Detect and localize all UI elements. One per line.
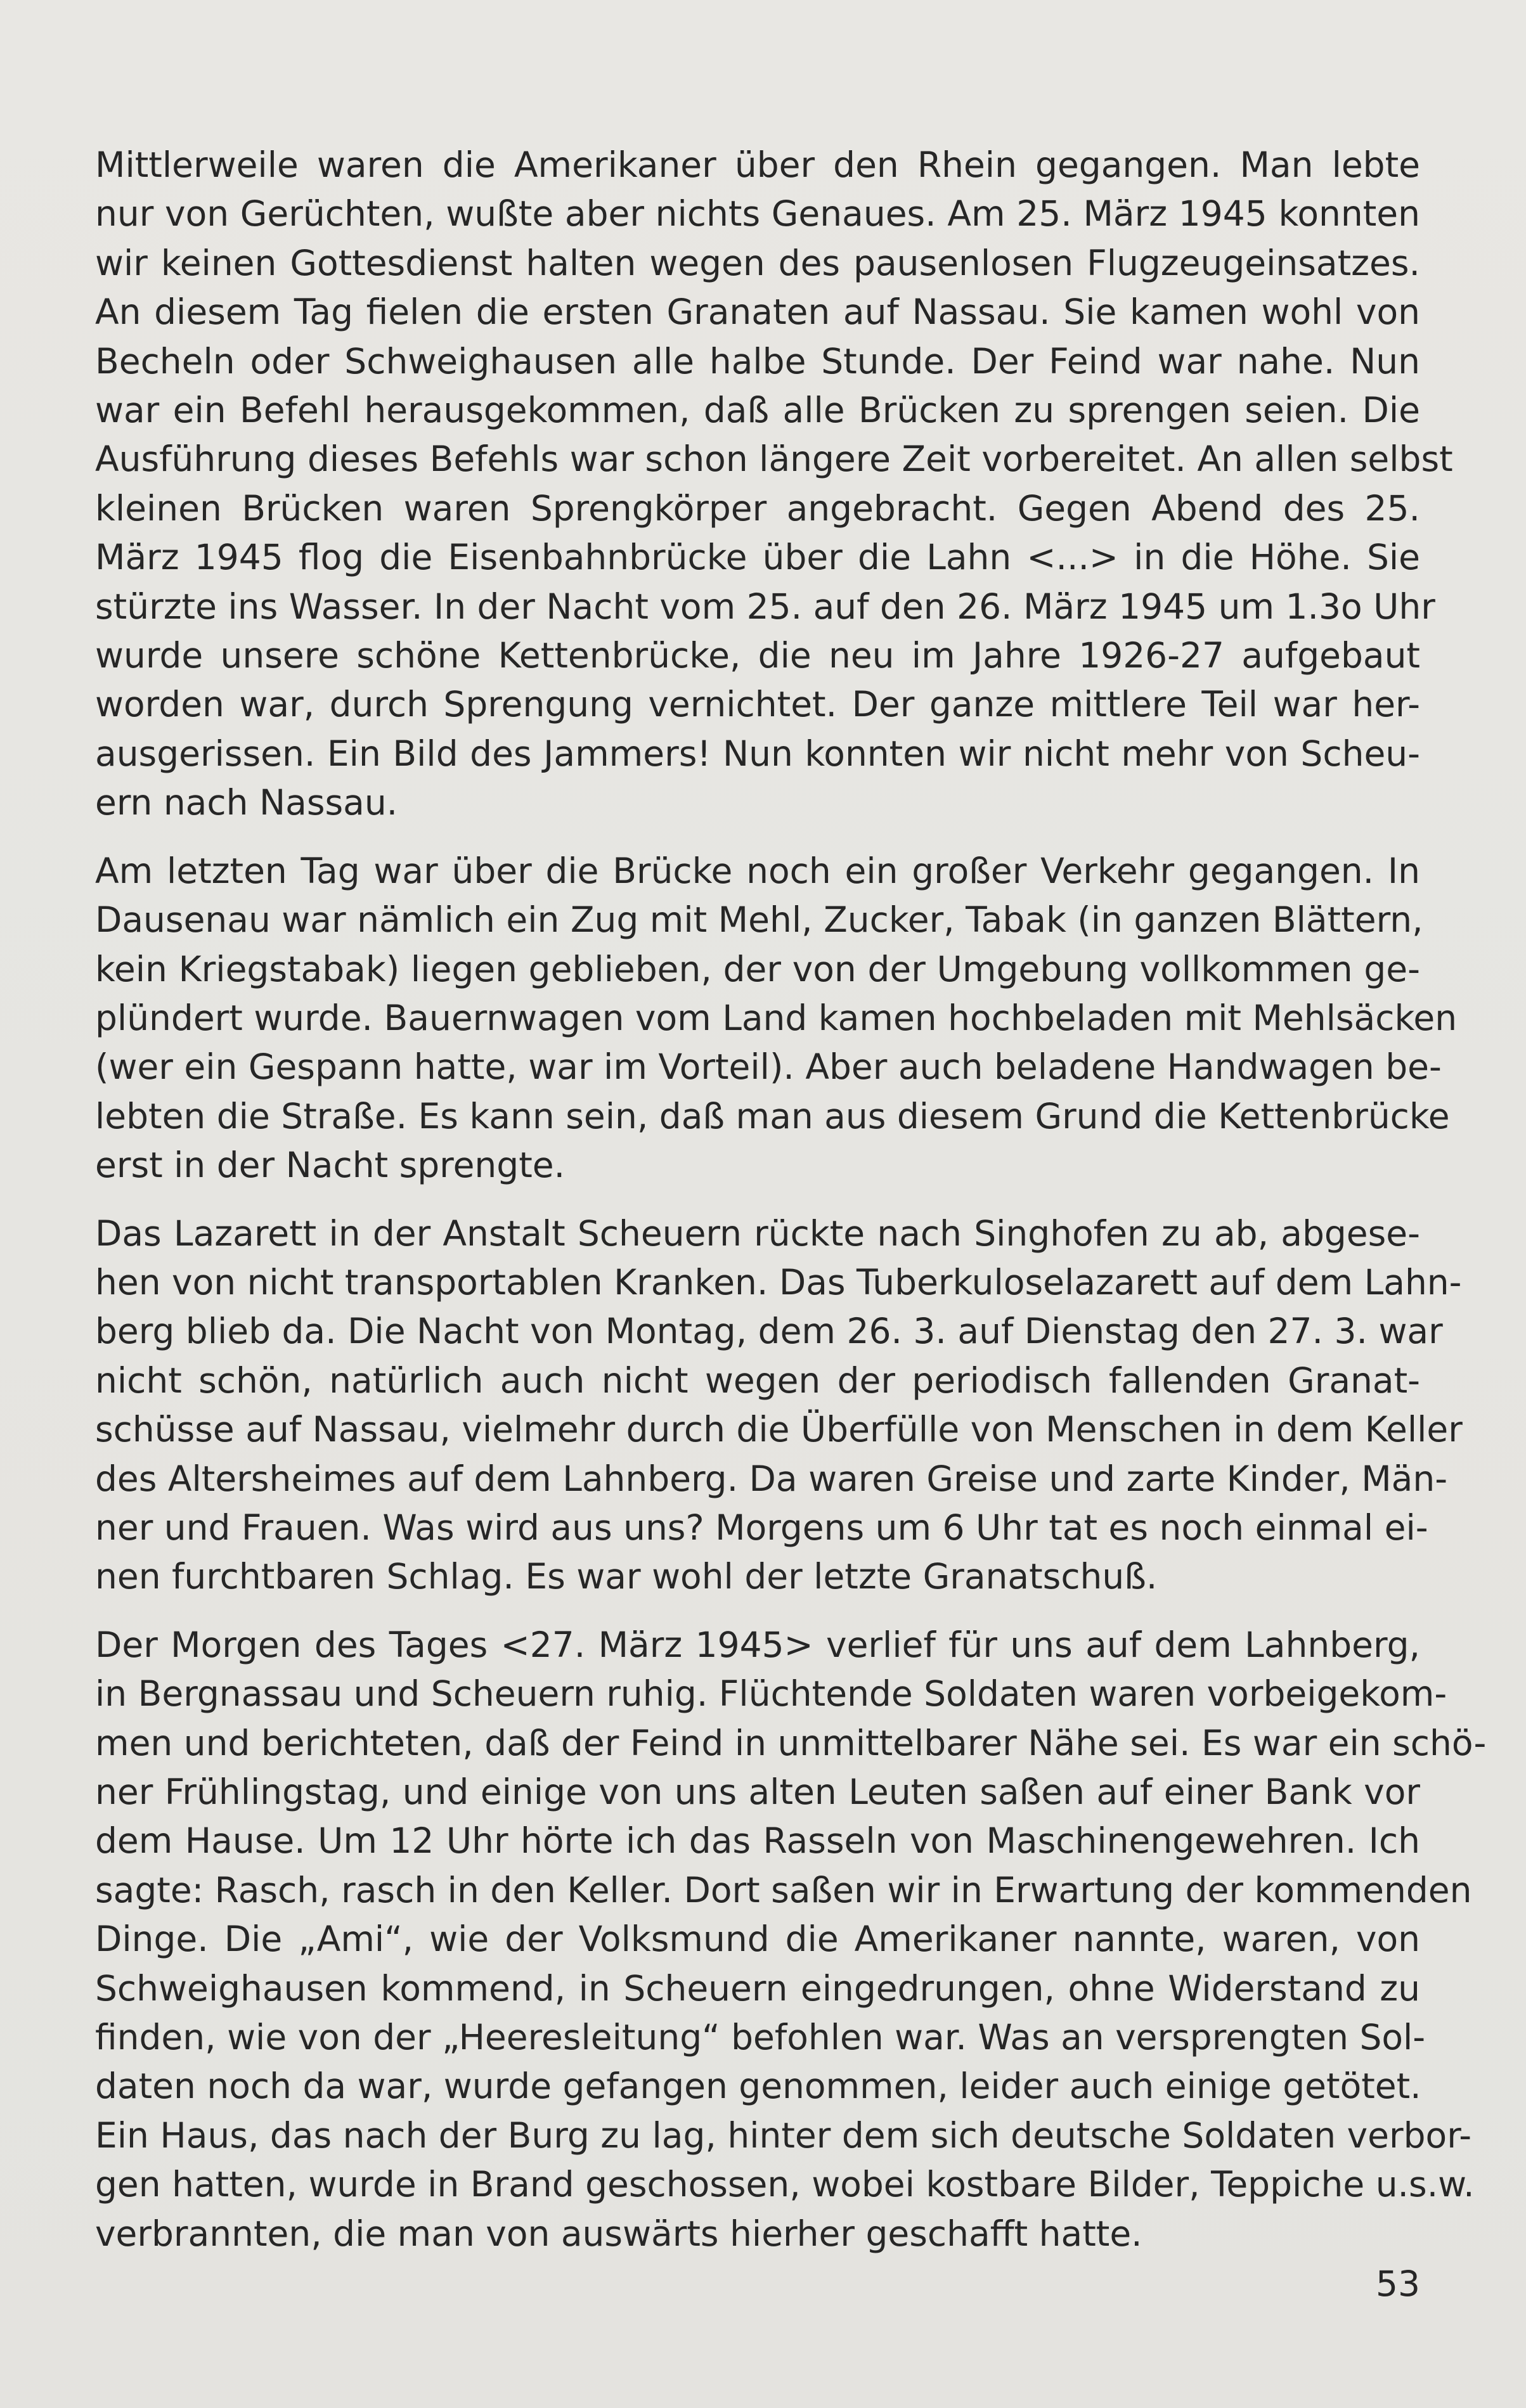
text-line: Dausenau war nämlich ein Zug mit Mehl, Zucker, Tabak (in ganzen Blättern, bbox=[95, 899, 1423, 941]
text-line: Becheln oder Schweighausen alle halbe Stunde. Der Feind war nahe. Nun bbox=[95, 340, 1420, 382]
text-line: An diesem Tag fielen die ersten Granaten auf Nassau. Sie kamen wohl von bbox=[95, 292, 1420, 333]
text-line: daten noch da war, wurde gefangen genommen, leider auch einige getötet. bbox=[95, 2066, 1421, 2107]
text-line: Schweighausen kommend, in Scheuern eingedrungen, ohne Widerstand zu bbox=[95, 1967, 1420, 2009]
text-line: ner Frühlingstag, und einige von uns alten Leuten saßen auf einer Bank vor bbox=[95, 1772, 1420, 1812]
text-line: verbrannten, die man von auswärts hierher geschafft hatte. bbox=[95, 2213, 1142, 2254]
text-line: kleinen Brücken waren Sprengkörper angebracht. Gegen Abend des 25. bbox=[95, 487, 1420, 529]
text-line: März 1945 flog die Eisenbahnbrücke über die Lahn <...> in die Höhe. Sie bbox=[95, 537, 1420, 578]
text-line: ern nach Nassau. bbox=[95, 782, 398, 823]
page-number: 53 bbox=[1376, 2263, 1420, 2304]
paragraph-2 bbox=[95, 847, 1458, 1190]
text-line: Ein Haus, das nach der Burg zu lag, hinter dem sich deutsche Soldaten verbor- bbox=[95, 2115, 1472, 2156]
text-line: berg blieb da. Die Nacht von Montag, dem 26. 3. auf Dienstag den 27. 3. war bbox=[95, 1311, 1443, 1352]
text-line: men und berichteten, daß der Feind in unmittelbarer Nähe sei. Es war ein schö- bbox=[95, 1722, 1487, 1763]
paragraph-1 bbox=[95, 141, 1453, 828]
text-line: lebten die Straße. Es kann sein, daß man aus diesem Grund die Kettenbrücke bbox=[95, 1095, 1450, 1136]
text-line: Das Lazarett in der Anstalt Scheuern rückte nach Singhofen zu ab, abgese- bbox=[95, 1213, 1420, 1254]
text-line: schüsse auf Nassau, vielmehr durch die Überfülle von Menschen in dem Keller bbox=[95, 1409, 1463, 1450]
paragraph-4 bbox=[95, 1621, 1487, 2258]
text-line: (wer ein Gespann hatte, war im Vorteil). Aber auch beladene Handwagen be- bbox=[95, 1046, 1442, 1088]
text-line: dem Hause. Um 12 Uhr hörte ich das Rasseln von Maschinengewehren. Ich bbox=[95, 1820, 1420, 1862]
text-line: erst in der Nacht sprengte. bbox=[95, 1145, 566, 1186]
text-line: worden war, durch Sprengung vernichtet. Der ganze mittlere Teil war her- bbox=[95, 684, 1420, 725]
text-line: ner und Frauen. Was wird aus uns? Morgens um 6 Uhr tat es noch einmal ei- bbox=[95, 1507, 1428, 1548]
text-line: gen hatten, wurde in Brand geschossen, wobei kostbare Bilder, Teppiche u.s.w. bbox=[95, 2164, 1475, 2205]
text-line: wurde unsere schöne Kettenbrücke, die neu im Jahre 1926-27 aufgebaut bbox=[95, 635, 1420, 676]
body-text bbox=[95, 141, 1487, 2277]
text-line: hen von nicht transportablen Kranken. Das Tuberkuloselazarett auf dem Lahn- bbox=[95, 1261, 1462, 1303]
text-line: sagte: Rasch, rasch in den Keller. Dort saßen wir in Erwartung der kommenden bbox=[95, 1869, 1472, 1910]
text-line: des Altersheimes auf dem Lahnberg. Da waren Greise und zarte Kinder, Män- bbox=[95, 1458, 1448, 1499]
text-line: Am letzten Tag war über die Brücke noch ein großer Verkehr gegangen. In bbox=[95, 850, 1420, 891]
text-line: kein Kriegstabak) liegen geblieben, der von der Umgebung vollkommen ge- bbox=[95, 948, 1420, 989]
text-line: plündert wurde. Bauernwagen vom Land kamen hochbeladen mit Mehlsäcken bbox=[95, 997, 1458, 1038]
text-line: finden, wie von der „Heeresleitung“ befohlen war. Was an versprengten Sol- bbox=[95, 2017, 1426, 2058]
text-line: nicht schön, natürlich auch nicht wegen der periodisch fallenden Granat- bbox=[95, 1360, 1420, 1401]
text-line: ausgerissen. Ein Bild des Jammers! Nun konnten wir nicht mehr von Scheu- bbox=[95, 733, 1420, 774]
text-line: stürzte ins Wasser. In der Nacht vom 25. auf den 26. März 1945 um 1.3o Uhr bbox=[95, 586, 1435, 627]
text-line: Dinge. Die „Ami“, wie der Volksmund die Amerikaner nannte, waren, von bbox=[95, 1919, 1420, 1960]
text-line: nur von Gerüchten, wußte aber nichts Genaues. Am 25. März 1945 konnten bbox=[95, 193, 1420, 235]
text-line: Mittlerweile waren die Amerikaner über den Rhein gegangen. Man lebte bbox=[95, 145, 1420, 185]
text-line: in Bergnassau und Scheuern ruhig. Flüchtende Soldaten waren vorbeigekom- bbox=[95, 1673, 1447, 1715]
paragraph-3 bbox=[95, 1209, 1463, 1602]
text-line: nen furchtbaren Schlag. Es war wohl der letzte Granatschuß. bbox=[95, 1556, 1158, 1597]
text-line: Ausführung dieses Befehls war schon längere Zeit vorbereitet. An allen selbst bbox=[95, 439, 1453, 480]
text-line: war ein Befehl herausgekommen, daß alle Brücken zu sprengen seien. Die bbox=[95, 390, 1420, 431]
text-line: wir keinen Gottesdienst halten wegen des pausenlosen Flugzeugeinsatzes. bbox=[95, 242, 1420, 283]
text-line: Der Morgen des Tages <27. März 1945> verlief für uns auf dem Lahnberg, bbox=[95, 1624, 1420, 1665]
